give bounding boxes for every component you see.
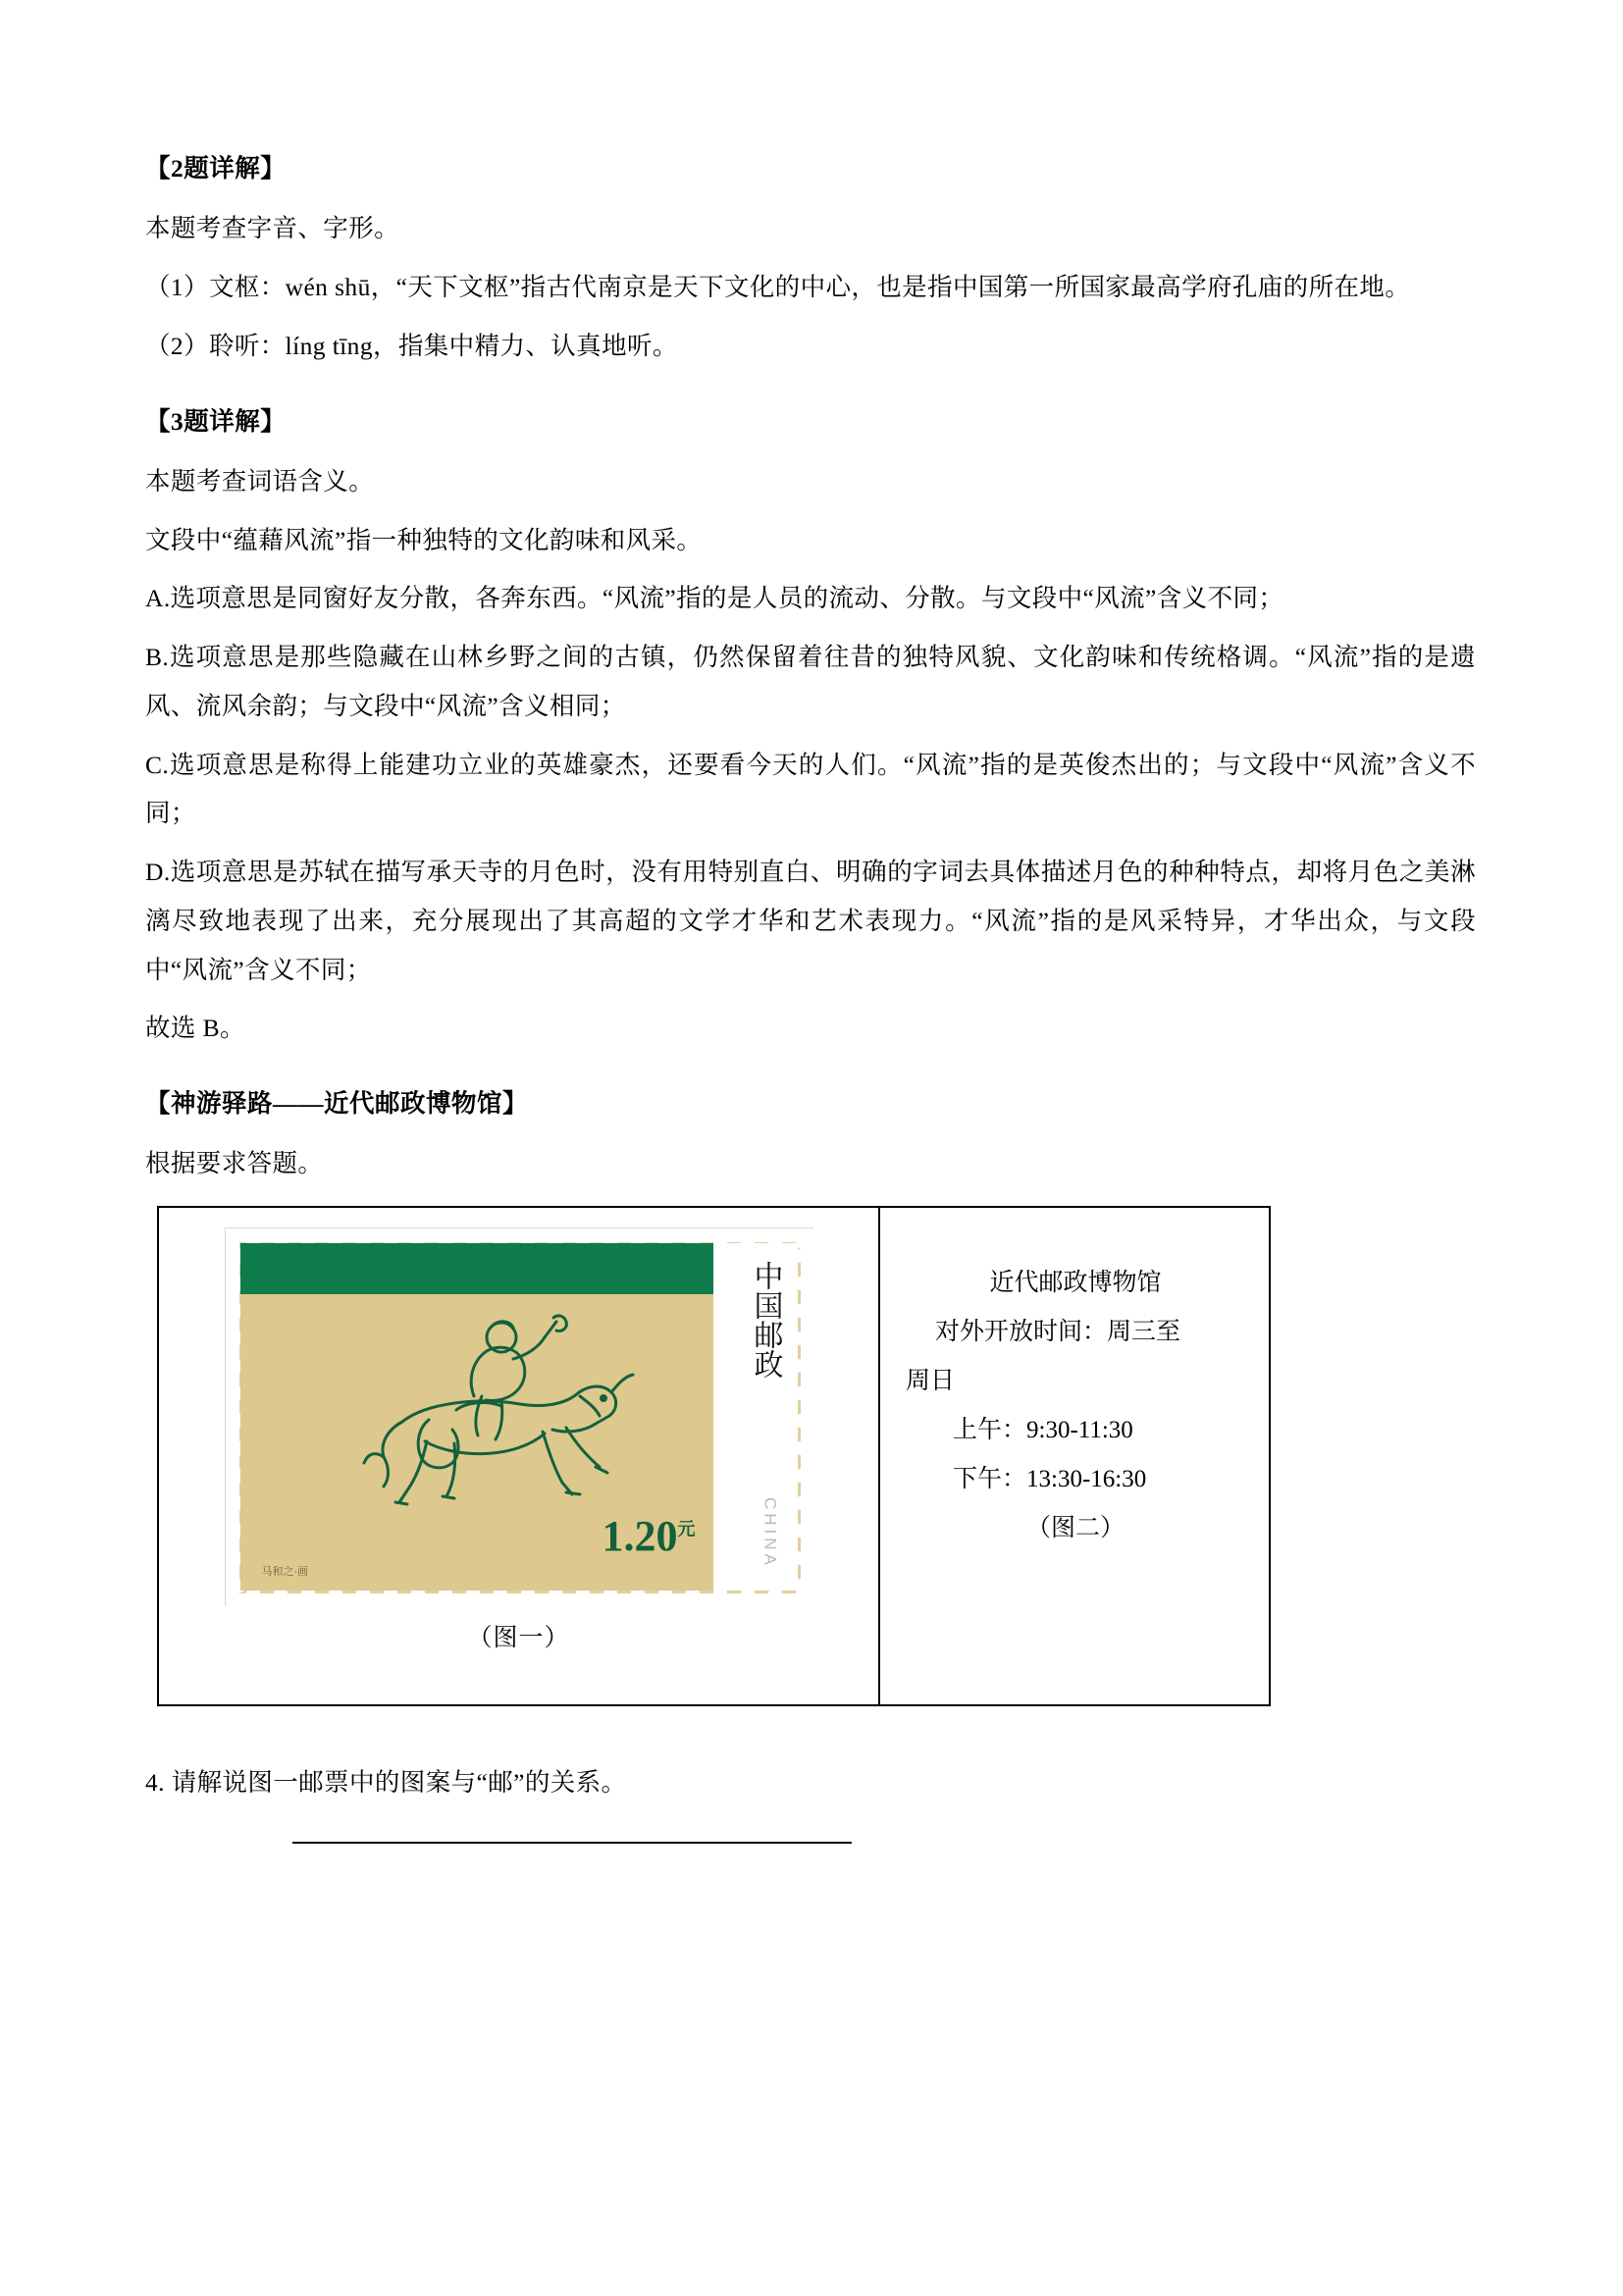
stamp-artist-mark: 马和之·画 <box>261 1566 309 1579</box>
stamp-artwork <box>240 1243 798 1591</box>
museum-hours-morning: 上午：9:30-11:30 <box>953 1417 1133 1444</box>
museum-hours-afternoon: 下午：13:30-16:30 <box>953 1466 1147 1493</box>
figure-two <box>880 1208 1269 1704</box>
stamp-denomination: $1.20^元$ <box>602 1512 696 1561</box>
stamp-issuer-text: 中国邮政 <box>749 1261 782 1380</box>
museum-hours-line-1: 对外开放时间：周三至 <box>935 1319 1181 1346</box>
figure-one <box>159 1208 880 1704</box>
paragraph-q3-context: 文段中“蕴藉风流”指一种独特的文化韵味和风采。 <box>145 525 703 554</box>
section-heading-q3: 【3题详解】 <box>145 406 287 436</box>
paragraph-q3-intro: 本题考查词语含义。 <box>145 467 375 496</box>
postage-stamp-image <box>225 1227 813 1606</box>
instruction-text: 根据要求答题。 <box>145 1149 324 1178</box>
paragraph-q2-intro: 本题考查字音、字形。 <box>145 214 400 243</box>
paragraph-option-d: D.选项意思是苏轼在描写承天寺的月色时，没有用特别直白、明确的字词去具体描述月色的种种特点，却将月色之美淋漓尽致地表现了出来，充分展现出了其高超的文学才华和艺术表现力。“风流”指的是风采特异，才华出众，与文段中“风流”含义不同； <box>145 858 1476 984</box>
figure-container <box>157 1206 1271 1706</box>
stamp-latin-text: CHINA <box>760 1497 780 1570</box>
figure-two-caption: （图二） <box>1025 1515 1125 1542</box>
horse-rider-icon <box>309 1294 702 1539</box>
paragraph-option-c: C.选项意思是称得上能建功立业的英雄豪杰，还要看今天的人们。“风流”指的是英俊杰出的；与文段中“风流”含义不同； <box>145 750 1476 828</box>
paragraph-answer: 故选 B。 <box>145 1014 245 1043</box>
museum-hours-line-2: 周日 <box>906 1368 956 1395</box>
paragraph-option-a: A.选项意思是同窗好友分散，各奔东西。“风流”指的是人员的流动、分散。与文段中“风流”含义不同； <box>145 584 1284 613</box>
question-4: 4. 请解说图一邮票中的图案与“邮”的关系。 <box>145 1768 627 1798</box>
paragraph-q2-item2: （2）聆听：líng tīng，指集中精力、认真地听。 <box>145 331 678 360</box>
figure-one-caption: （图一） <box>467 1625 570 1652</box>
paragraph-option-b: B.选项意思是那些隐藏在山林乡野之间的古镇，仍然保留着往昔的独特风貌、文化韵味和传统格调。“风流”指的是遗风、流风余韵；与文段中“风流”含义相同； <box>145 643 1476 720</box>
section-title-museum: 【神游驿路——近代邮政博物馆】 <box>145 1088 529 1118</box>
answer-blank-line[interactable] <box>292 1841 852 1844</box>
section-heading-q2: 【2题详解】 <box>145 154 287 183</box>
paragraph-q2-item1: （1）文枢：wén shū，“天下文枢”指古代南京是天下文化的中心，也是指中国第一所国家最高学府孔庙的所在地。 <box>145 273 1411 302</box>
museum-title: 近代邮政博物馆 <box>989 1270 1162 1297</box>
